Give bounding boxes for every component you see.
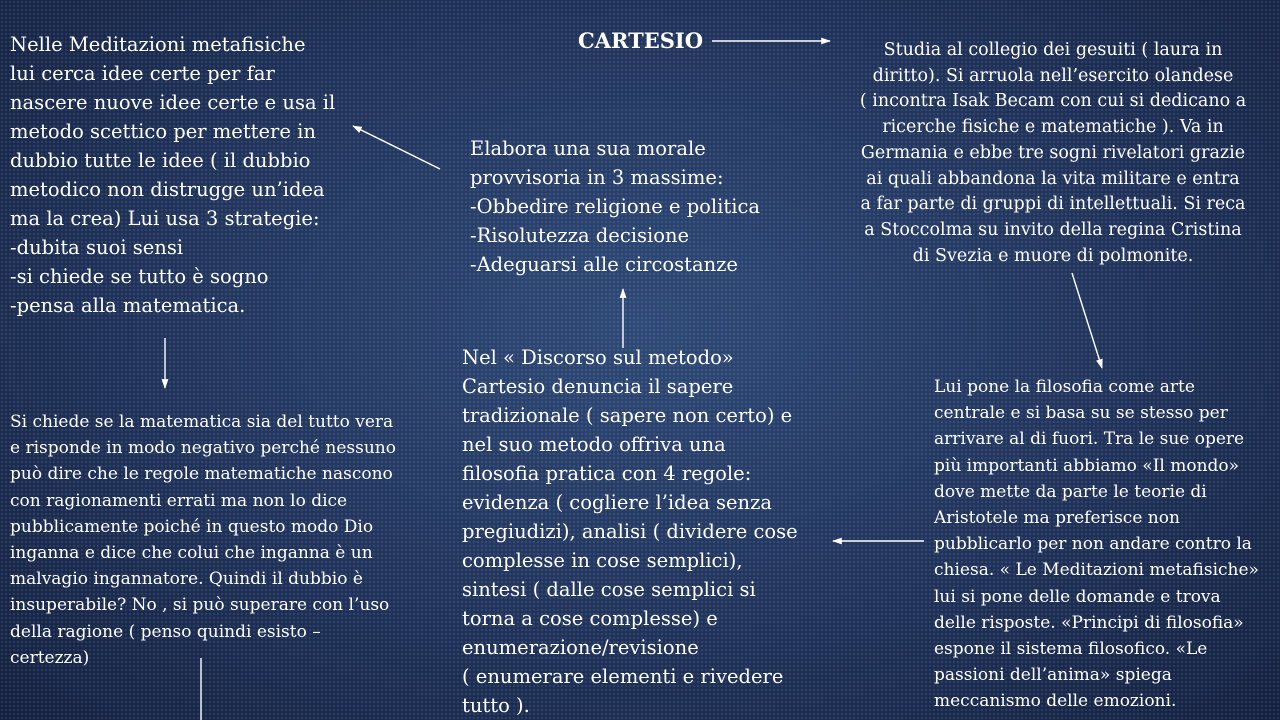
morale-block: Elabora una sua morale provvisoria in 3 massime: -Obbedire religione e politica -Risolutezza decisione -Adeguarsi alle circostanze <box>470 137 761 276</box>
discorso-block: Nel « Discorso sul metodo» Cartesio denuncia il sapere tradizionale ( sapere non certo) e nel suo metodo offriva una filosofia pratica con 4 regole: evidenza ( cogliere l’idea senza pregiudizi), analisi ( dividere cose complesse in cose semplici), sintesi ( dalle cose semplici si torna a cose complesse) e enumerazione/revisione ( enumerare elementi e rivedere tutto ). <box>462 346 798 717</box>
arrow-morale-to-meditazioni <box>353 126 440 169</box>
diagram-title: CARTESIO <box>578 28 704 53</box>
filosofia-block: Lui pone la filosofia come arte centrale e si basa su se stesso per arrivare al di fuori. Tra le sue opere più importanti abbiamo «Il mondo» dove mette da parte le teorie di Aristotele ma preferisce non pubblicarlo per non andare contro la chiesa. « Le Meditazioni metafisiche» lui si pone delle domande e trova delle risposte. «Principi di filosofia» espone il sistema filosofico. «Le passioni dell’anima» spiega meccanismo delle emozioni. <box>934 377 1259 712</box>
arrow-bio-to-filosofia <box>1072 273 1102 368</box>
meditazioni-block: Nelle Meditazioni metafisiche lui cerca idee certe per far nascere nuove idee certe e usa il metodo scettico per mettere in dubbio tutte le idee ( il dubbio metodico non distrugge un’idea ma la crea) Lui usa 3 strategie: -dubita suoi sensi -si chiede se tutto è sogno -pensa alla matematica. <box>10 33 336 317</box>
biography-block: Studia al collegio dei gesuiti ( laura in diritto). Si arruola nell’esercito olandese ( incontra Isak Becam con cui si dedicano a ricerche fisiche e matematiche ). Va in Germania e ebbe tre sogni rivelatori grazie ai quali abbandona la vita militare e entra a far parte di gruppi di intellettuali. Si reca a Stoccolma su invito della regina Cristina di Svezia e muore di polmonite. <box>859 40 1247 266</box>
matematica-block: Si chiede se la matematica sia del tutto vera e risponde in modo negativo perché nessuno può dire che le regole matematiche nascono con ragionamenti errati ma non lo dice pubblicamente poiché in questo modo Dio inganna e dice che colui che inganna è un malvagio ingannatore. Quindi il dubbio è insuperabile? No , si può superare con l’uso della ragione ( penso quindi esisto – certezza) <box>10 412 396 668</box>
